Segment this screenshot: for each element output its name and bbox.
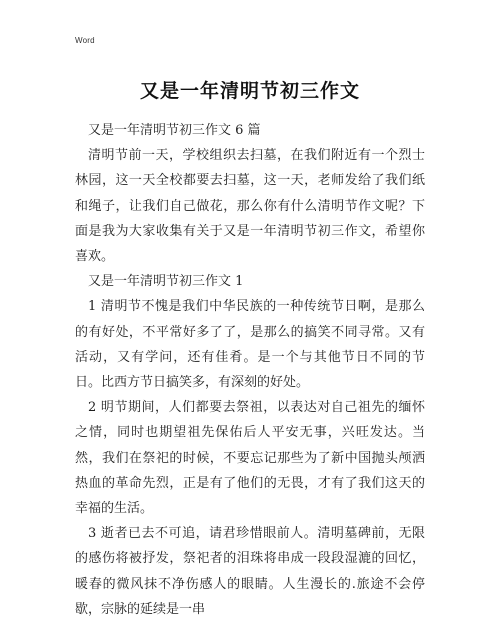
paragraph-1: 1 清明节不愧是我们中华民族的一种传统节日啊，是那么的有好处，不平常好多了了，是那么的搞笑不同寻常。又有活动，又有学问，还有佳肴。是一个与其他节日不同的节日。比西方节日搞笑多，有深刻的好处。 [75, 299, 425, 391]
paragraph-3: 3 逝者已去不可追，请君珍惜眼前人。清明墓碑前，无限的感伤将被抒发，祭祀者的泪珠将串成一段段湿漉的回忆，暖春的微风抹不净伤感人的眼睛。人生漫长的.旅途不会停歇，宗脉的延续是一串 [75, 526, 425, 617]
document-body [75, 118, 425, 622]
intro-paragraph: 清明节前一天，学校组织去扫墓，在我们附近有一个烈士林园，这一天全校都要去扫墓，这一天，老师发给了我们纸和绳子，让我们自己做花，那么你有什么清明节作文呢？下面是我为大家收集有关于又是一年清明节初三作文，希望你喜欢。 [75, 148, 425, 265]
document-subtitle: 又是一年清明节初三作文 6 篇 [88, 123, 261, 138]
section-heading: 又是一年清明节初三作文 1 [88, 274, 244, 290]
document-title: 又是一年清明节初三作文 [139, 80, 360, 102]
document-header-label: Word [75, 36, 95, 45]
paragraph-2: 2 明节期间，人们都要去祭祖，以表达对自己祖先的缅怀之情，同时也期望祖先保佑后人平安无事，兴旺发达。当然，我们在祭祀的时候，不要忘记那些为了新中国抛头颅洒热血的革命先烈，正是有了他们的无畏，才有了我们这天的幸福的生活。 [75, 400, 425, 517]
